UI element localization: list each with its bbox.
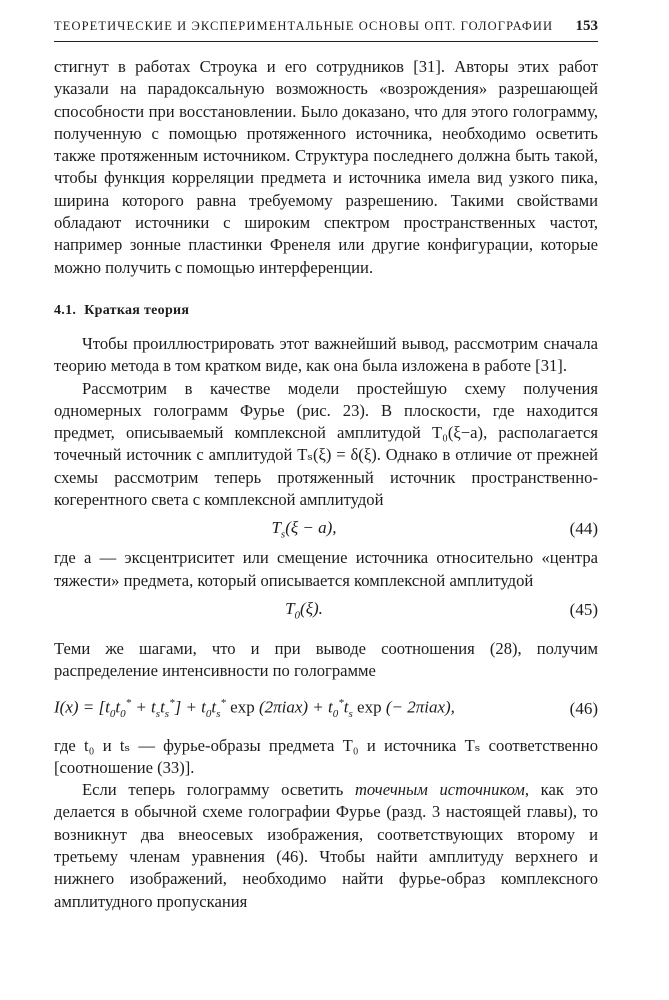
paragraph-4: где a — эксцентриситет или смещение источника относительно «центра тяжести» предмета, который описывается комплексной амплитудой <box>54 548 598 590</box>
section-heading <box>54 303 598 319</box>
paragraph-7-end: , как это делается в обычной схеме голографии Фурье (разд. 3 настоящей главы), то возникнут два внеосевых изображения, соответствующих второму и третьему членам уравнения (46). Чтобы найти амплитуду верхнего и нижнего изображений, необходимо найти фурье-образ комплексного амплитудного пропускания <box>54 780 598 911</box>
paragraph-6: где t₀ и tₛ — фурье-образы предмета T₀ и источника Tₛ соответственно [соотношение (33)]. <box>54 735 598 777</box>
equation-44 <box>54 513 598 545</box>
equation-45-label: (45) <box>569 599 598 619</box>
equation-45 <box>54 594 598 626</box>
equation-46 <box>54 693 598 725</box>
equation-46-formula: $I(x) = [t_0t_0^* + t_st_s^*] + t_0t_s^*$ $\exp (2\pi iax) + t_0^*t_s$ exp (− 2πiax), <box>54 697 455 721</box>
section-number: 4.1. <box>54 302 77 318</box>
equation-45-formula: $T_0(\xi)$. <box>285 598 323 622</box>
equation-46-label: (46) <box>569 698 598 718</box>
paragraph-5: Теми же шагами, что и при выводе соотношения (28), получим распределение интенсивности по голограмме <box>54 638 598 681</box>
running-title: ТЕОРЕТИЧЕСКИЕ И ЭКСПЕРИМЕНТАЛЬНЫЕ ОСНОВЫ ОПТ. ГОЛОГРАФИИ <box>54 19 554 33</box>
section-title: Краткая теория <box>84 302 190 318</box>
equation-44-label: (44) <box>569 519 598 539</box>
paragraph-7 <box>54 779 598 913</box>
running-header <box>54 18 598 42</box>
paragraph-1: стигнут в работах Строука и его сотрудников [31]. Авторы этих работ указали на парадоксальную возможность «возрождения» разрешающей способности при восстановлении. Было доказано, что для этого голограмму, полученную с помощью протяженного источника, необходимо осветить также протяженным источником. Структура последнего должна быть такой, чтобы функция корреляции предмета и источника имела вид узкого пика, ширина которого равна требуемому разрешению. Такими свойствами обладают источники с широким спектром пространственных частот, например зонные пластинки Френеля или другие конфигурации, которые можно получить с помощью интерференции. <box>54 57 598 277</box>
book-page <box>54 18 598 913</box>
paragraph-3: Рассмотрим в качестве модели простейшую схему получения одномерных голограмм Фурье (рис. 23). В плоскости, где находится предмет, описываемый комплексной амплитудой T₀(ξ−a), располагается точечный источник с амплитудой Tₛ(ξ) = δ(ξ). Однако в отличие от прежней схемы рассмотрим теперь протяженный источник пространственно-когерентного света с комплексной амплитудой <box>54 378 598 510</box>
equation-44-formula: $T_s(\xi - a)$, <box>271 518 337 541</box>
paragraph-2: Чтобы проиллюстрировать этот важнейший вывод, рассмотрим сначала теорию метода в том кратком виде, как она была изложена в работе [31]. <box>54 333 598 376</box>
page-number: 153 <box>575 18 598 34</box>
paragraph-7-start: Если теперь голограмму осветить <box>82 780 344 800</box>
paragraph-7-emphasis: точечным источником <box>354 780 525 800</box>
